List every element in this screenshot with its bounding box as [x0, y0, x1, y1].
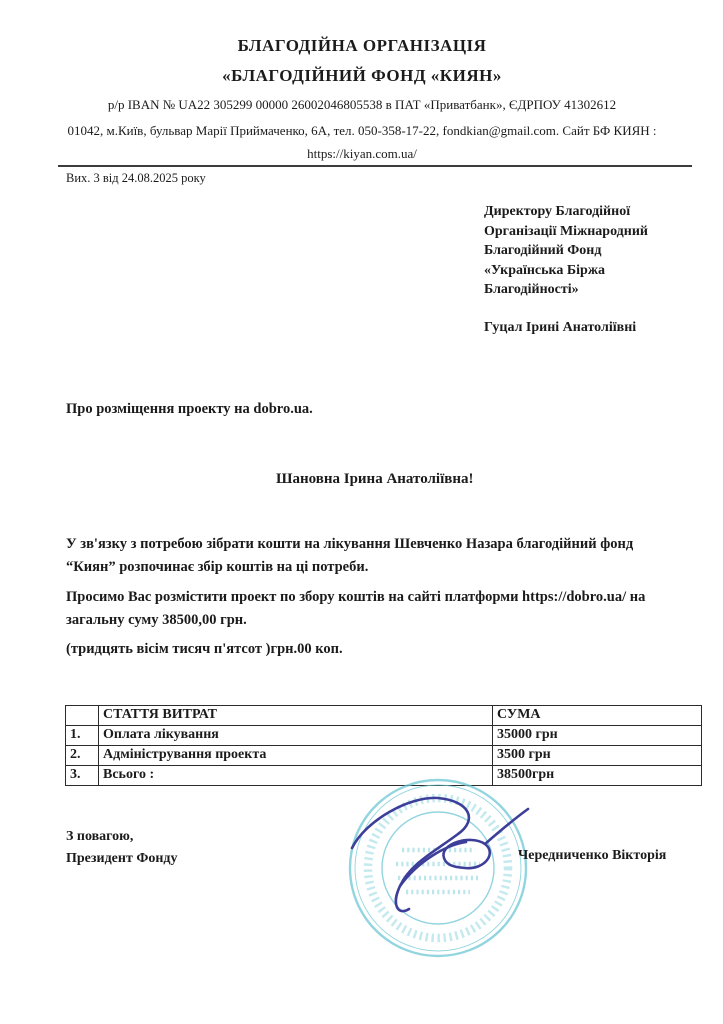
row-sum-cell: 38500грн — [493, 766, 702, 786]
header-cell-sum: СУМА — [493, 706, 702, 726]
table-row — [66, 726, 702, 746]
bank-details-line: р/р IBAN № UA22 305299 00000 26002046805538 в ПАТ «Приватбанк», ЄДРПОУ 41302612 — [107, 97, 617, 112]
row-item-cell: Оплата лікування — [99, 726, 493, 746]
recipient-block — [484, 202, 699, 337]
header-cell-num — [66, 706, 99, 726]
closing-block — [66, 826, 178, 870]
row-num-cell: 3. — [66, 766, 99, 786]
recipient-line: Директору Благодійної — [484, 204, 631, 219]
round-stamp-icon — [350, 780, 526, 956]
table-row — [66, 746, 702, 766]
org-name-line1: БЛАГОДІЙНА ОРГАНІЗАЦІЯ — [237, 36, 487, 55]
header-divider — [58, 165, 692, 167]
org-name-line2: «БЛАГОДІЙНИЙ ФОНД «КИЯН» — [222, 66, 502, 85]
row-num-cell: 1. — [66, 726, 99, 746]
closing-line: З повагою, — [66, 829, 134, 844]
row-num-cell: 2. — [66, 746, 99, 766]
amount-in-words-line: (тридцять вісім тисяч п'ятсот )грн.00 коп. — [66, 641, 343, 657]
closing-title: Президент Фонду — [66, 851, 178, 866]
recipient-name: Гуцал Ірині Анатоліївні — [484, 319, 637, 335]
recipient-line: Благодійний Фонд — [484, 243, 602, 258]
greeting-line: Шановна Ірина Анатоліївна! — [276, 471, 474, 487]
signer-name: Чередниченко Вікторія — [518, 848, 667, 863]
row-item-cell: Всього : — [99, 766, 493, 786]
body-paragraph-2: Просимо Вас розмістити проект по збору коштів на сайті платформи https://dobro.ua/ на загальну суму 38500,00 грн. — [66, 589, 646, 628]
stamp-and-signature — [338, 768, 538, 963]
outgoing-ref-line: Вих. 3 від 24.08.2025 року — [66, 171, 206, 185]
recipient-line: «Українська Біржа — [484, 262, 605, 278]
website-line: https://kiyan.com.ua/ — [307, 146, 417, 161]
recipient-line: Благодійності» — [484, 282, 579, 297]
header-cell-item: СТАТТЯ ВИТРАТ — [99, 706, 493, 726]
recipient-line: Організації Міжнародний — [484, 223, 648, 239]
address-line: 01042, м.Київ, бульвар Марії Приймаченко, 6А, тел. 050-358-17-22, fondkian@gmail.com. Сайт БФ КИЯН : — [67, 123, 657, 138]
row-item-cell: Адміністрування проекта — [99, 746, 493, 766]
table-header-row — [66, 706, 702, 726]
subject-line: Про розміщення проекту на dobro.ua. — [66, 401, 313, 417]
row-sum-cell: 3500 грн — [493, 746, 702, 766]
body-paragraph-1: У зв'язку з потребою зібрати кошти на лікування Шевченко Назара благодійний фонд “Киян” розпочинає збір коштів на ці потреби. — [66, 536, 634, 575]
row-sum-cell: 35000 грн — [493, 726, 702, 746]
